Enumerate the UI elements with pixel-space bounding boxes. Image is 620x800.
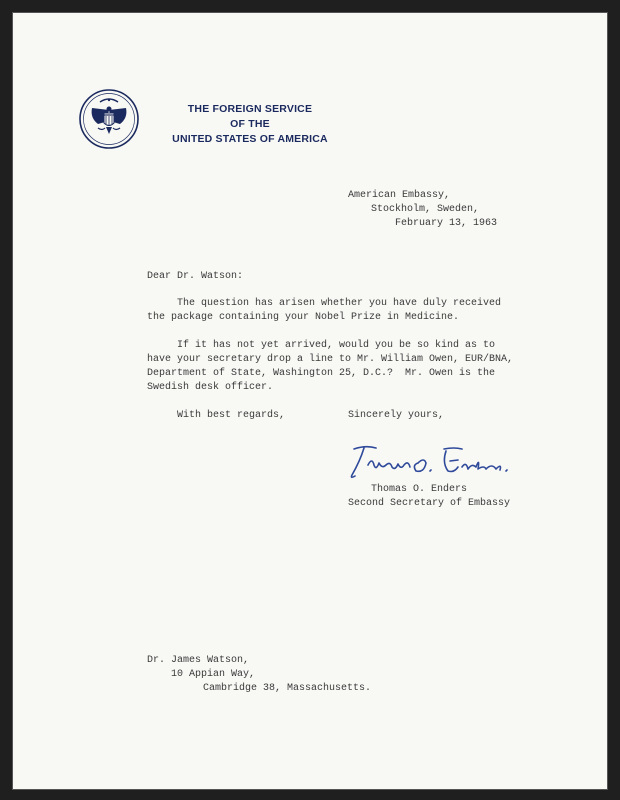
- body-line: Department of State, Washington 25, D.C.? Mr. Owen is the: [147, 368, 496, 379]
- letterhead-line-3: UNITED STATES OF AMERICA: [172, 133, 328, 145]
- body-line: the package containing your Nobel Prize in Medicine.: [147, 312, 460, 323]
- letterhead-line-1: THE FOREIGN SERVICE: [187, 103, 313, 115]
- sender-address-line-1: American Embassy,: [348, 190, 451, 201]
- body-line: Swedish desk officer.: [147, 382, 274, 393]
- letterhead-line-2: OF THE: [230, 118, 270, 130]
- letterhead: [150, 102, 350, 147]
- great-seal-icon: [78, 88, 140, 150]
- regards-line: With best regards,: [147, 410, 286, 421]
- body-line: have your secretary drop a line to Mr. William Owen, EUR/BNA,: [147, 354, 514, 365]
- closing: Sincerely yours,: [348, 410, 445, 421]
- signer-title: Second Secretary of Embassy: [348, 498, 511, 509]
- recipient-line-2: 10 Appian Way,: [171, 669, 256, 680]
- body-line: The question has arisen whether you have duly received: [147, 298, 502, 309]
- signer-name: Thomas O. Enders: [371, 484, 468, 495]
- letter-date: February 13, 1963: [395, 218, 498, 229]
- salutation: Dear Dr. Watson:: [147, 271, 244, 282]
- body-line: If it has not yet arrived, would you be so kind as to: [147, 340, 496, 351]
- handwritten-signature: [346, 443, 516, 483]
- recipient-line-1: Dr. James Watson,: [147, 655, 250, 666]
- recipient-line-3: Cambridge 38, Massachusetts.: [203, 683, 372, 694]
- sender-address-line-2: Stockholm, Sweden,: [371, 204, 480, 215]
